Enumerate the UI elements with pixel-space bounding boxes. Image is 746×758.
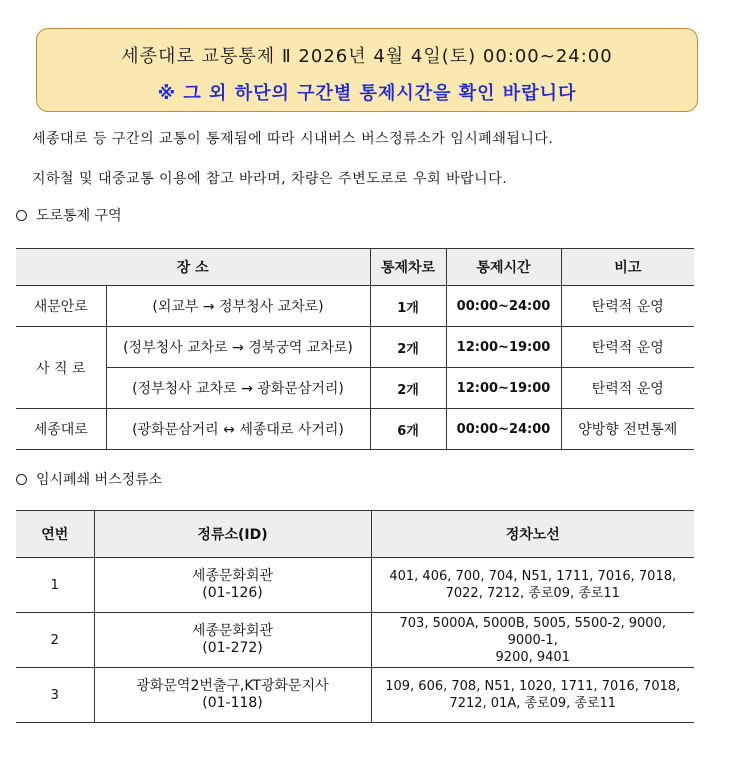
table-row	[16, 286, 694, 327]
lane-count: 2개	[370, 368, 446, 409]
header-no: 연번	[16, 511, 94, 558]
control-note: 탄력적 운영	[561, 327, 694, 368]
banner-subline: ※ 그 외 하단의 구간별 통제시간을 확인 바랍니다	[157, 83, 577, 104]
road-name: 새문안로	[16, 286, 106, 327]
lane-count: 2개	[370, 327, 446, 368]
circle-bullet-icon	[16, 474, 27, 485]
control-note: 탄력적 운영	[561, 368, 694, 409]
stop-name: 세종문화회관	[191, 568, 274, 584]
header-note: 비고	[561, 249, 694, 286]
table-header-row	[16, 511, 694, 558]
lane-count: 6개	[370, 409, 446, 450]
intro-paragraph-2: 지하철 및 대중교통 이용에 참고 바라며, 차량은 주변도로로 우회 바랍니다.	[32, 171, 508, 187]
table-header-row	[16, 249, 694, 286]
road-name: 사 직 로	[16, 327, 106, 409]
row-number: 2	[16, 613, 94, 668]
routes-line-1: 109, 606, 708, N51, 1020, 1711, 7016, 7018,	[385, 679, 681, 694]
stop-name: 세종문화회관	[191, 623, 274, 639]
stop-id: (01-272)	[202, 640, 263, 656]
table-row	[16, 668, 694, 723]
lane-count: 1개	[370, 286, 446, 327]
road-section: (정부청사 교차로 → 광화문삼거리)	[106, 368, 370, 409]
intro-paragraph-1: 세종대로 등 구간의 교통이 통제됨에 따라 시내버스 버스정류소가 임시폐쇄됩니다.	[32, 131, 554, 147]
routes-line-1: 401, 406, 700, 704, N51, 1711, 7016, 7018,	[389, 569, 677, 584]
table-row	[16, 368, 694, 409]
road-section: (광화문삼거리 ↔ 세종대로 사거리)	[106, 409, 370, 450]
control-time: 12:00~19:00	[446, 368, 561, 409]
bus-stop-table	[16, 510, 694, 723]
row-number: 3	[16, 668, 94, 723]
stop-cell	[94, 613, 371, 668]
routes-cell	[371, 558, 694, 613]
header-place: 장 소	[16, 249, 370, 286]
control-time: 00:00~24:00	[446, 409, 561, 450]
table-row	[16, 327, 694, 368]
section-bus-stops	[16, 469, 162, 489]
road-section: (정부청사 교차로 → 경북궁역 교차로)	[106, 327, 370, 368]
control-note: 탄력적 운영	[561, 286, 694, 327]
road-control-table	[16, 248, 694, 450]
routes-line-1: 703, 5000A, 5000B, 5005, 5500-2, 9000, 9000-1,	[399, 615, 666, 648]
notice-banner	[36, 28, 698, 112]
road-section: (외교부 → 정부청사 교차로)	[106, 286, 370, 327]
control-note: 양방향 전면통제	[561, 409, 694, 450]
section-title: 도로통제 구역	[36, 208, 122, 224]
stop-name: 광화문역2번출구,KT광화문지사	[136, 678, 329, 694]
stop-cell	[94, 668, 371, 723]
circle-bullet-icon	[16, 210, 27, 221]
table-row	[16, 613, 694, 668]
section-title: 임시폐쇄 버스정류소	[36, 472, 163, 488]
table-row	[16, 558, 694, 613]
routes-line-2: 7212, 01A, 종로09, 종로11	[449, 696, 617, 711]
row-number: 1	[16, 558, 94, 613]
stop-id: (01-126)	[202, 585, 263, 601]
stop-id: (01-118)	[202, 695, 263, 711]
section-road-control	[16, 205, 122, 225]
routes-line-2: 7022, 7212, 종로09, 종로11	[445, 586, 620, 601]
header-stop: 정류소(ID)	[94, 511, 371, 558]
header-lanes: 통제차로	[370, 249, 446, 286]
header-time: 통제시간	[446, 249, 561, 286]
control-time: 00:00~24:00	[446, 286, 561, 327]
routes-cell	[371, 668, 694, 723]
banner-headline: 세종대로 교통통제 Ⅱ 2026년 4월 4일(토) 00:00~24:00	[121, 46, 613, 67]
routes-line-2: 9200, 9401	[495, 649, 570, 665]
road-name: 세종대로	[16, 409, 106, 450]
stop-cell	[94, 558, 371, 613]
header-routes: 정차노선	[371, 511, 694, 558]
table-row	[16, 409, 694, 450]
control-time: 12:00~19:00	[446, 327, 561, 368]
routes-cell	[371, 613, 694, 668]
